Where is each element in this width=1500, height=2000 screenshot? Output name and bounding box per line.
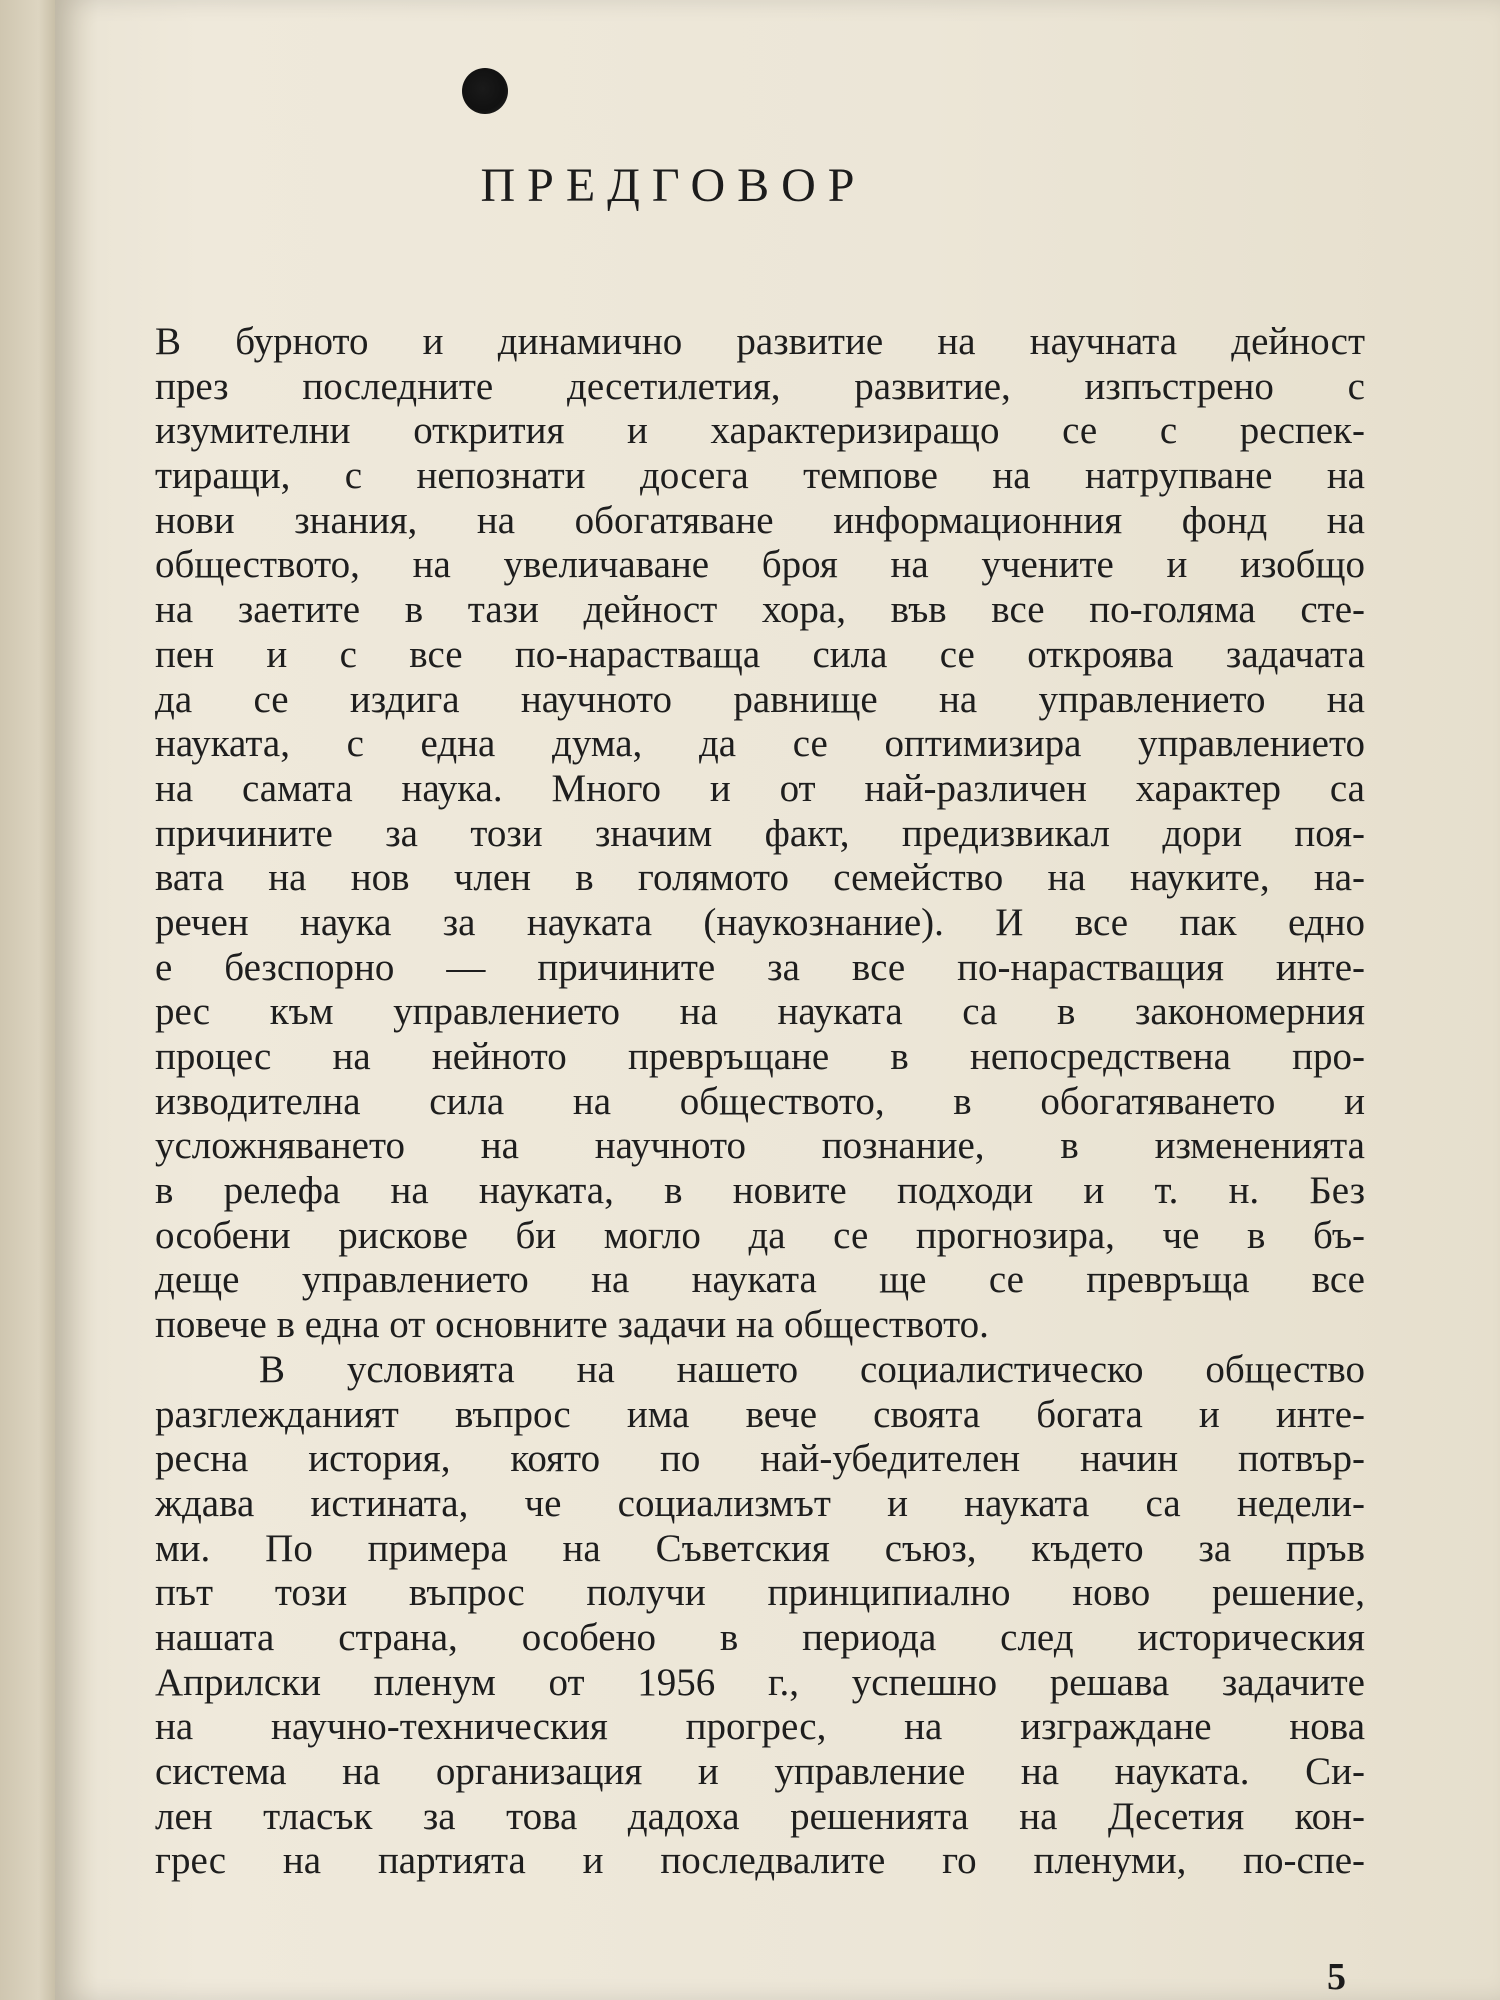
text-line: деще управлението на науката ще се превръща все <box>155 1258 1365 1302</box>
text-line: разглежданият въпрос има вече своята богата и инте- <box>155 1392 1365 1436</box>
text-line: ми. По примера на Съветския съюз, където за пръв <box>155 1526 1365 1570</box>
text-line: лен тласък за това дадоха решенията на Десетия кон- <box>155 1794 1365 1838</box>
text-line: особени рискове би могло да се прогнозира, че в бъ- <box>155 1213 1365 1257</box>
text-line: грес на партията и последвалите го пленуми, по-спе- <box>155 1839 1365 1883</box>
text-line: на научно-техническия прогрес, на изграждане нова <box>155 1705 1365 1749</box>
text-line: нови знания, на обогатяване информационния фонд на <box>155 498 1365 542</box>
text-line: на самата наука. Много и от най-различен характер са <box>155 766 1365 810</box>
text-line: тиращи, с непознати досега темпове на натрупване на <box>155 454 1365 498</box>
text-line: изумителни открития и характеризиращо се с респек- <box>155 409 1365 453</box>
text-line: речен наука за науката (наукознание). И все пак едно <box>155 900 1365 944</box>
text-line: Априлски пленум от 1956 г., успешно решава задачите <box>155 1660 1365 1704</box>
text-line: да се издига научното равнище на управлението на <box>155 677 1365 721</box>
text-line: е безспорно — причините за все по-нарастващия инте- <box>155 945 1365 989</box>
text-line: рес към управлението на науката са в закономерния <box>155 990 1365 1034</box>
text-line: система на организация и управление на науката. Си- <box>155 1750 1365 1793</box>
text-line: изводителна сила на обществото, в обогатяването и <box>155 1079 1365 1123</box>
text-line: ждава истината, че социализмът и науката са недели- <box>155 1481 1365 1525</box>
text-line: ресна история, която по най-убедителен начин потвър- <box>155 1437 1365 1481</box>
text-line: пен и с все по-нарастваща сила се откроява задачата <box>155 632 1365 676</box>
page-number: 5 <box>1327 1956 1346 1998</box>
text-line: обществото, на увеличаване броя на учените и изобщо <box>155 543 1365 587</box>
book-gutter <box>0 0 55 2000</box>
text-line: на заетите в тази дейност хора, във все по-голяма сте- <box>155 588 1365 632</box>
text-line: усложняването на научното познание, в измененията <box>155 1124 1365 1168</box>
text-line: в релефа на науката, в новите подходи и т. н. Без <box>155 1169 1365 1213</box>
page-title: ПРЕДГОВОР <box>480 159 867 212</box>
text-line: В условията на нашето социалистическо общество <box>259 1347 1365 1391</box>
text-line: път този въпрос получи принципиално ново решение, <box>155 1571 1365 1615</box>
text-line: процес на нейното превръщане в непосредствена про- <box>155 1035 1365 1078</box>
text-line: причините за този значим факт, предизвикал дори поя- <box>155 811 1365 855</box>
text-line: вата на нов член в голямото семейство на науките, на- <box>155 856 1365 900</box>
text-line: науката, с една дума, да се оптимизира управлението <box>155 722 1365 766</box>
book-page <box>55 0 1500 2000</box>
body-text <box>155 320 1365 1884</box>
text-line: през последните десетилетия, развитие, изпъстрено с <box>155 364 1365 408</box>
text-line: В бурното и динамично развитие на научната дейност <box>155 320 1365 363</box>
ink-blot-mark <box>462 68 508 114</box>
text-line: повече в една от основните задачи на обществото. <box>155 1303 989 1347</box>
text-line: нашата страна, особено в периода след историческия <box>155 1615 1365 1659</box>
